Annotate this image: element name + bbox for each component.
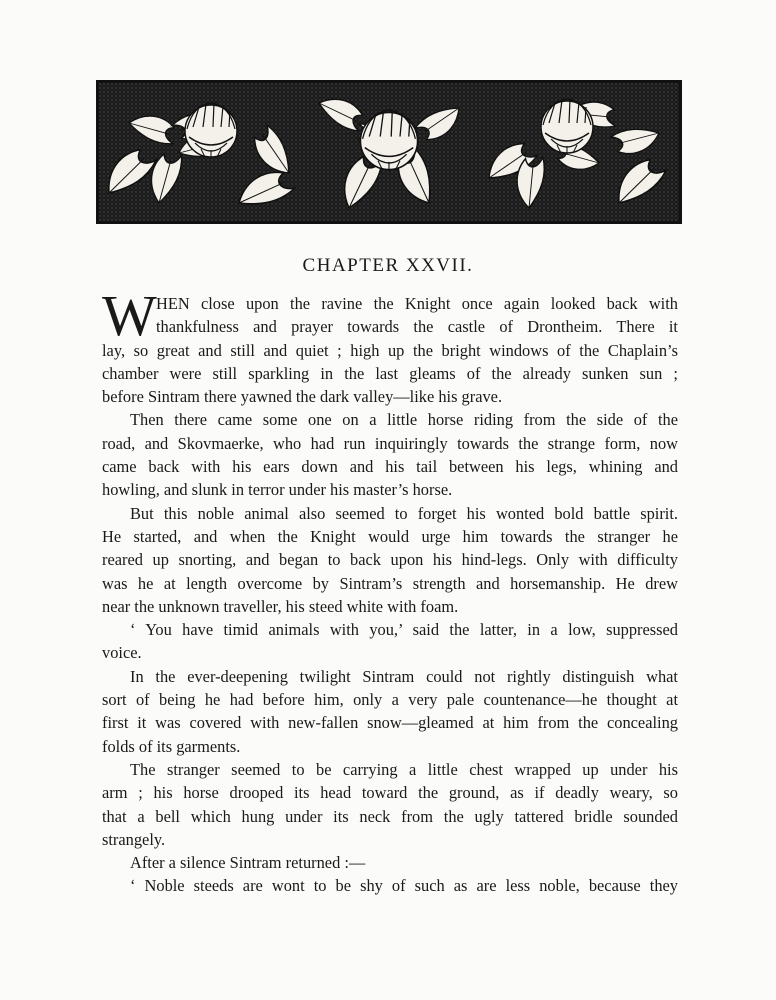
ornamental-header-banner	[96, 80, 682, 224]
text-line: came back with his ears down and his tail between his legs, whining and	[102, 457, 678, 477]
text-line: road, and Skovmaerke, who had run inquiringly towards the strange form, now	[102, 433, 678, 453]
text-line: voice.	[102, 643, 142, 663]
text-line: HEN close upon the ravine the Knight once again looked back with	[156, 294, 678, 313]
text-line: He started, and when the Knight would urge him towards the stranger he	[102, 526, 678, 546]
text-line: folds of its garments.	[102, 736, 241, 756]
text-line: chamber were still sparkling in the last gleams of the already sunken sun ;	[102, 363, 678, 383]
chapter-title: CHAPTER XXVII.	[302, 255, 474, 276]
text-line: ‘ Noble steeds are wont to be shy of such as are less noble, because they	[130, 876, 678, 896]
text-line: Then there came some one on a little horse riding from the side of the	[130, 410, 678, 430]
text-line: first it was covered with new-fallen snow—gleamed at him from the concealing	[102, 713, 678, 733]
text-line: strangely.	[102, 829, 166, 849]
text-line: before Sintram there yawned the dark valley—like his grave.	[102, 387, 503, 407]
text-line: that a bell which hung under its neck from the ugly tattered bridle sounded	[102, 806, 678, 826]
text-line: howling, and slunk in terror under his master’s horse.	[102, 480, 453, 500]
drop-cap: W	[102, 283, 157, 348]
chapter-body-text	[102, 283, 678, 898]
text-line: arm ; his horse drooped its head toward the ground, as if deadly weary, so	[102, 783, 678, 803]
text-line: But this noble animal also seemed to forget his wonted bold battle spirit.	[130, 503, 678, 523]
text-line: reared up snorting, and began to back upon his hind-legs. Only with difficulty	[102, 550, 678, 570]
text-line: near the unknown traveller, his steed white with foam.	[102, 596, 459, 616]
thistle-ornament-image	[99, 83, 679, 221]
text-line: ‘ You have timid animals with you,’ said the latter, in a low, suppressed	[130, 620, 678, 640]
text-line: thankfulness and prayer towards the castle of Drontheim. There it	[156, 317, 678, 337]
text-line: was he at length overcome by Sintram’s strength and horsemanship. He drew	[102, 573, 678, 593]
text-line: After a silence Sintram returned :—	[130, 853, 366, 873]
text-line: In the ever-deepening twilight Sintram could not rightly distinguish what	[130, 666, 678, 686]
text-line: lay, so great and still and quiet ; high up the bright windows of the Chaplain’s	[102, 340, 678, 360]
text-line: sort of being he had before him, only a very pale countenance—he thought at	[102, 690, 678, 710]
text-line: The stranger seemed to be carrying a little chest wrapped up under his	[130, 759, 678, 779]
